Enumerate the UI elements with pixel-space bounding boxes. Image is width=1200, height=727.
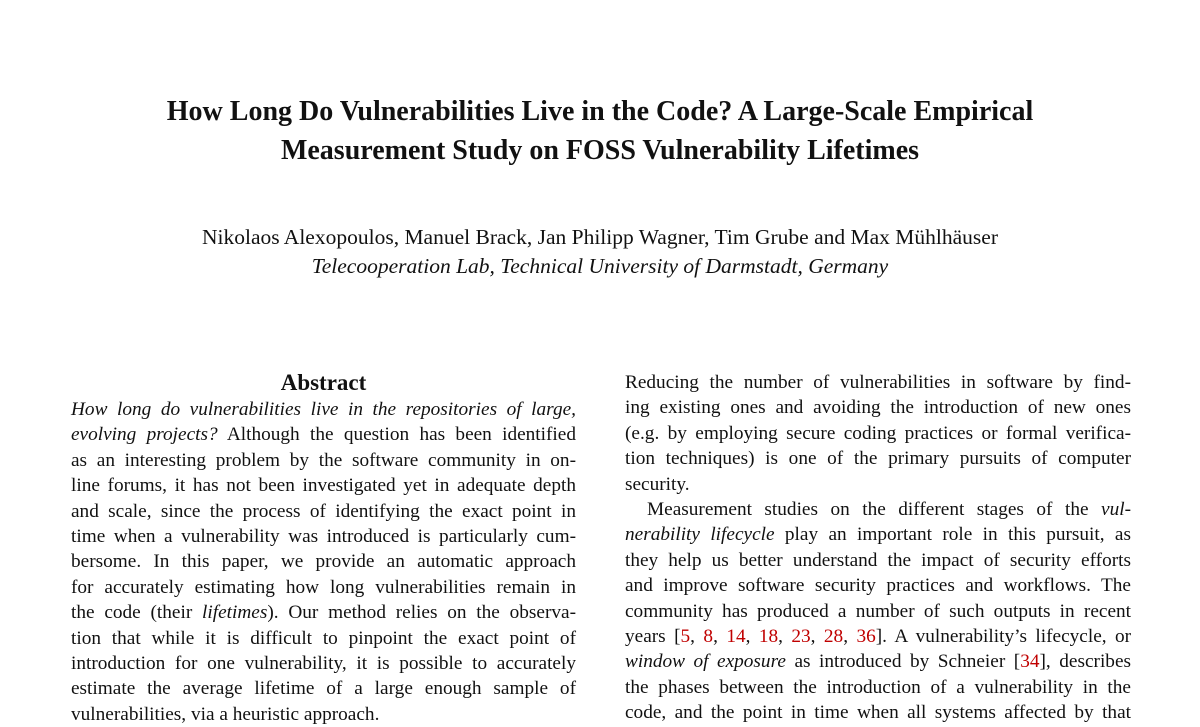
body-line: tion techniques) is one of the primary pursuits of computer — [625, 448, 1131, 470]
body-line: and improve software security practices and workflows. The — [625, 575, 1131, 597]
citation-link[interactable]: 28 — [823, 626, 844, 648]
abstract-line: estimate the average lifetime of a large enough sample of — [71, 678, 576, 700]
abstract-line: tion that while it is difficult to pinpoint the exact point of — [71, 627, 576, 649]
abstract-line: vulnerabilities, via a heuristic approach. — [71, 703, 380, 725]
body-line — [625, 649, 1131, 674]
citation-link[interactable]: 18 — [758, 626, 779, 648]
citation-link[interactable]: 36 — [856, 626, 876, 648]
window-of-exposure-italic: window of exposure — [625, 651, 786, 673]
introduction-column — [625, 370, 1131, 726]
citation-link[interactable]: 8 — [703, 626, 714, 648]
paper-title — [100, 92, 1100, 170]
title-line-2: Measurement Study on FOSS Vulnerability Lifetimes — [280, 135, 920, 166]
body-line: code, and the point in time when all systems affected by that — [625, 702, 1131, 724]
citation-link[interactable]: 23 — [791, 626, 811, 648]
abstract-line: for accurately estimating how long vulnerabilities remain in — [71, 576, 576, 598]
abstract-heading: Abstract — [280, 370, 367, 395]
abstract-line — [71, 422, 576, 447]
abstract-line: How long do vulnerabilities live in the repositories of large, — [71, 399, 576, 420]
abstract-line: and scale, since the process of identifying the exact point in — [71, 500, 576, 522]
citation-link[interactable]: 5 — [680, 626, 691, 648]
abstract-question-italic: evolving projects? — [71, 424, 218, 446]
vulnerability-lifecycle-italic: vul- — [1101, 499, 1131, 521]
abstract-line-text: Although the question has been identified — [217, 424, 576, 446]
abstract-column — [71, 370, 576, 727]
body-line — [625, 497, 1131, 522]
body-line: they help us better understand the impact of security efforts — [625, 549, 1131, 571]
body-line: Reducing the number of vulnerabilities in software by find- — [625, 372, 1131, 393]
abstract-line: line forums, it has not been investigated yet in adequate depth — [71, 475, 576, 497]
body-line-text: years [ — [625, 626, 681, 648]
body-line: (e.g. by employing secure coding practices or formal verifica- — [625, 422, 1131, 444]
body-line: years [5, 8, 14, 18, 23, 28, 36]. A vulnerability’s lifecycle, or — [625, 626, 1132, 648]
title-line-1: How Long Do Vulnerabilities Live in the Code? A Large-Scale Empirical — [166, 96, 1034, 127]
abstract-line: bersome. In this paper, we provide an automatic approach — [71, 551, 576, 573]
citation-link[interactable]: 34 — [1020, 651, 1040, 673]
body-line: community has produced a number of such outputs in recent — [625, 600, 1131, 622]
abstract-line-text: the code (their — [71, 602, 203, 624]
citation-link[interactable]: 14 — [726, 626, 746, 648]
body-line — [625, 522, 1131, 547]
body-line: ing existing ones and avoiding the introduction of new ones — [625, 397, 1131, 419]
body-line-text: ]. A vulnerability’s lifecycle, or — [875, 626, 1132, 648]
affiliation: Telecooperation Lab, Technical University of Darmstadt, Germany — [311, 254, 889, 278]
body-line-text: play an important role in this pursuit, as — [774, 524, 1131, 546]
body-line-text: as introduced by Schneier [ — [785, 651, 1021, 673]
vulnerability-lifecycle-italic: nerability lifecycle — [625, 524, 775, 546]
body-line-text: Measurement studies on the different stages of the — [647, 499, 1102, 521]
abstract-line: introduction for one vulnerability, it is possible to accurately — [71, 653, 576, 675]
body-line-text: ], describes — [1039, 651, 1132, 673]
author-list: Nikolaos Alexopoulos, Manuel Brack, Jan Philipp Wagner, Tim Grube and Max Mühlhäuser — [201, 225, 998, 249]
body-line: the phases between the introduction of a vulnerability in the — [625, 676, 1131, 698]
abstract-line — [71, 600, 576, 625]
body-line: security. — [625, 473, 690, 495]
abstract-line: as an interesting problem by the software community in on- — [71, 449, 576, 471]
abstract-line: time when a vulnerability was introduced is particularly cum- — [71, 526, 576, 548]
abstract-line-text: ). Our method relies on the observa- — [267, 602, 576, 624]
lifetimes-italic: lifetimes — [202, 602, 268, 624]
